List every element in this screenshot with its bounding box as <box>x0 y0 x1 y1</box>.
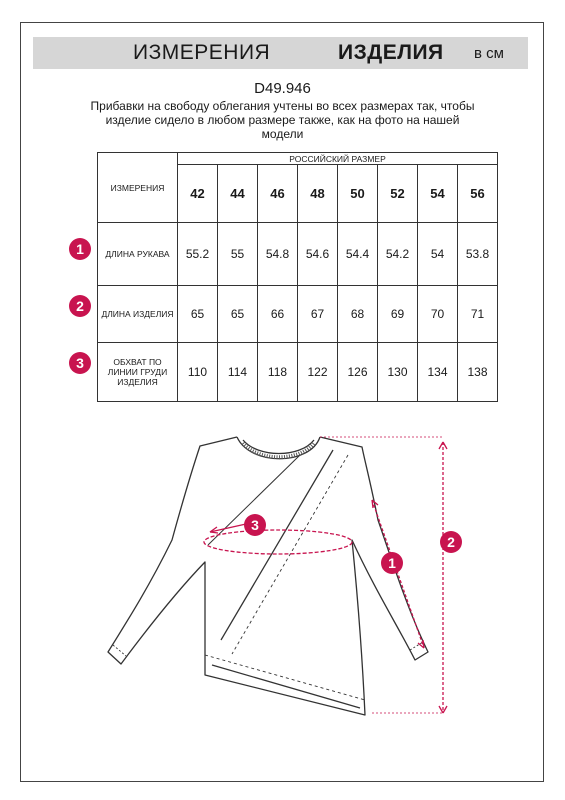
diagram-marker-3: 3 <box>244 514 266 536</box>
size-cell: 50 <box>338 165 378 223</box>
value-cell: 118 <box>258 343 298 402</box>
value-cell: 65 <box>218 286 258 343</box>
value-cell: 55 <box>218 223 258 286</box>
title-regular: ИЗМЕРЕНИЯ <box>133 41 271 64</box>
value-cell: 134 <box>418 343 458 402</box>
value-cell: 54.4 <box>338 223 378 286</box>
value-cell: 70 <box>418 286 458 343</box>
row-marker-1: 1 <box>69 238 91 260</box>
value-cell: 55.2 <box>178 223 218 286</box>
size-cell: 48 <box>298 165 338 223</box>
value-cell: 68 <box>338 286 378 343</box>
size-cell: 52 <box>378 165 418 223</box>
size-cell: 54 <box>418 165 458 223</box>
size-cell: 46 <box>258 165 298 223</box>
row-marker-2: 2 <box>69 295 91 317</box>
size-cell: 44 <box>218 165 258 223</box>
fit-note: Прибавки на свободу облегания учтены во всех размерах так, чтобы изделие сидело в любом размере также, как на фото на нашей модели <box>90 99 475 141</box>
row-label: ДЛИНА ИЗДЕЛИЯ <box>98 286 178 343</box>
size-cell: 42 <box>178 165 218 223</box>
value-cell: 67 <box>298 286 338 343</box>
value-cell: 66 <box>258 286 298 343</box>
value-cell: 53.8 <box>458 223 498 286</box>
value-cell: 114 <box>218 343 258 402</box>
corner-label: ИЗМЕРЕНИЯ <box>98 153 178 223</box>
diagram-marker-1: 1 <box>381 552 403 574</box>
value-cell: 138 <box>458 343 498 402</box>
size-cell: 56 <box>458 165 498 223</box>
row-label: ДЛИНА РУКАВА <box>98 223 178 286</box>
value-cell: 122 <box>298 343 338 402</box>
value-cell: 110 <box>178 343 218 402</box>
diagram-marker-2: 2 <box>440 531 462 553</box>
article-code: D49.946 <box>254 80 311 97</box>
value-cell: 54.6 <box>298 223 338 286</box>
value-cell: 54 <box>418 223 458 286</box>
row-label: ОБХВАТ ПО ЛИНИИ ГРУДИ ИЗДЕЛИЯ <box>98 343 178 402</box>
size-group-header: РОССИЙСКИЙ РАЗМЕР <box>178 153 498 165</box>
title-bold: ИЗДЕЛИЯ <box>338 41 444 64</box>
value-cell: 130 <box>378 343 418 402</box>
units-label: в см <box>474 45 504 62</box>
value-cell: 65 <box>178 286 218 343</box>
value-cell: 69 <box>378 286 418 343</box>
value-cell: 71 <box>458 286 498 343</box>
value-cell: 126 <box>338 343 378 402</box>
row-marker-3: 3 <box>69 352 91 374</box>
value-cell: 54.2 <box>378 223 418 286</box>
value-cell: 54.8 <box>258 223 298 286</box>
